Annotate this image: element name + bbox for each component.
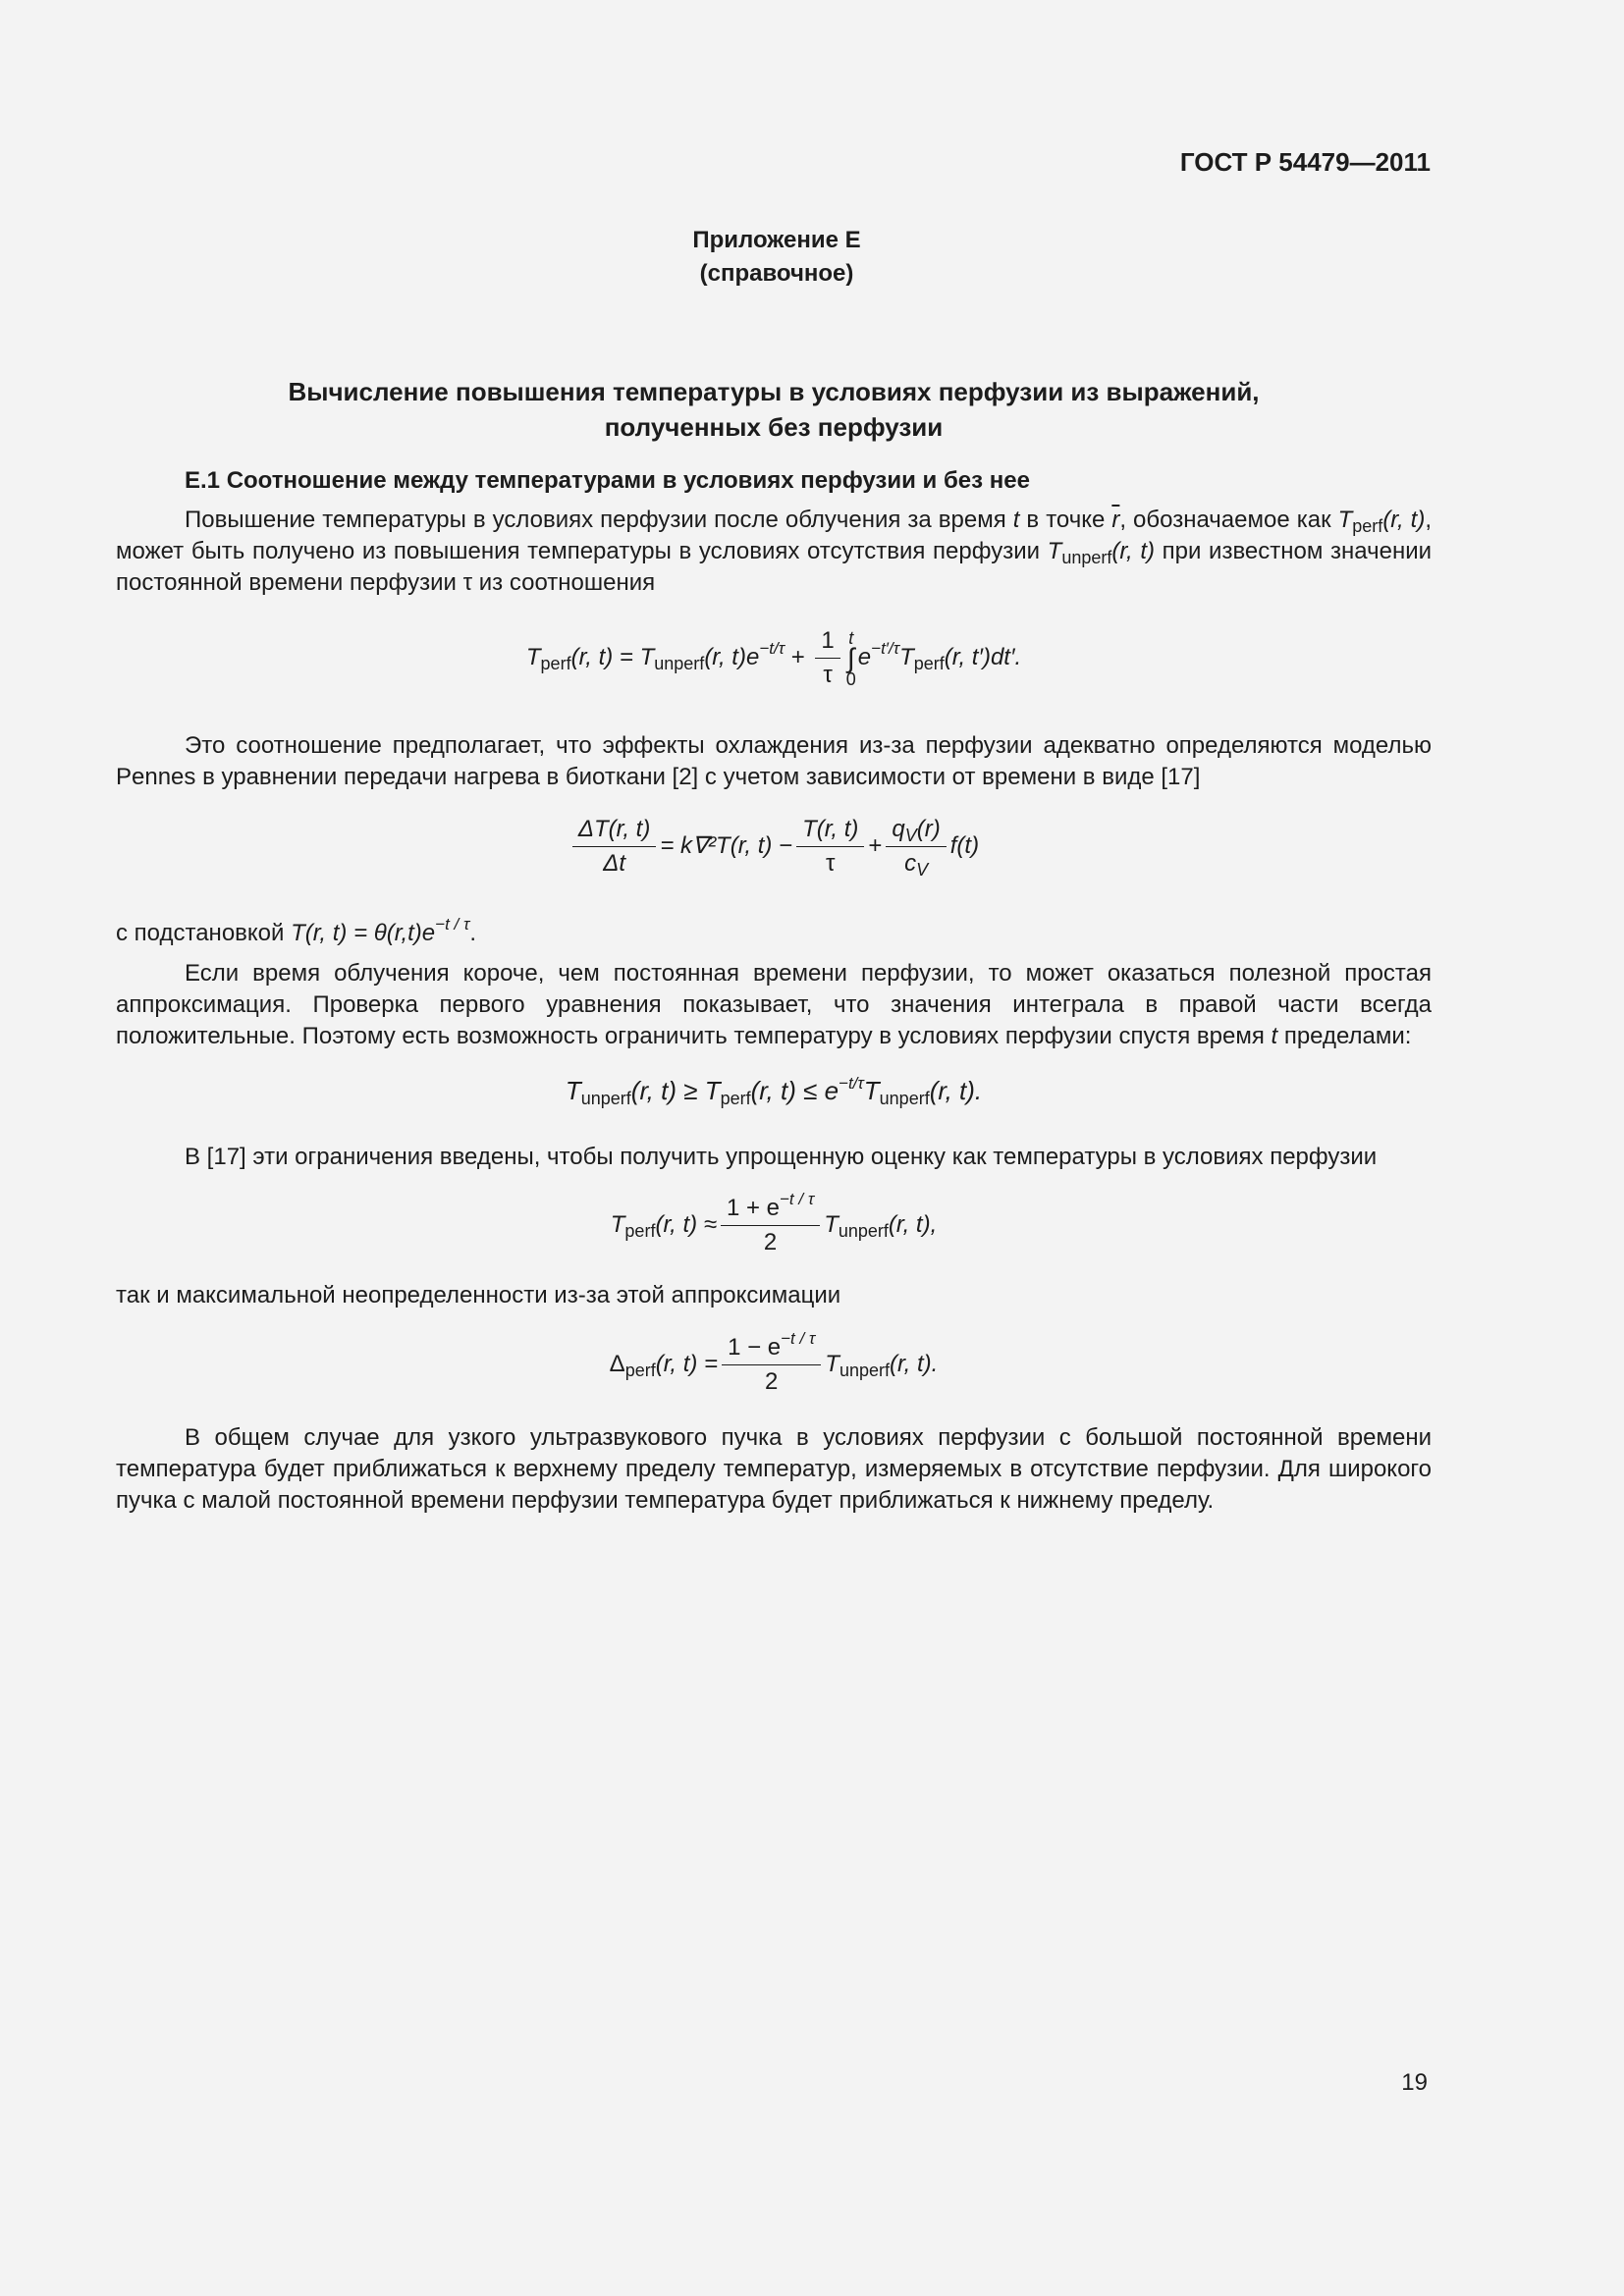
text-run: в точке (1019, 507, 1112, 533)
var-T: T (1337, 507, 1353, 533)
paragraph-4 (116, 958, 1432, 1052)
f-args: (r, t), (888, 1210, 938, 1238)
integral (846, 629, 856, 688)
f-args: (r, t) = (570, 643, 640, 670)
fraction (796, 813, 864, 881)
f-T: T (525, 643, 541, 670)
fraction (722, 1331, 821, 1399)
annex-title-line-2: полученных без перфузии (604, 412, 944, 442)
frac-num: T(r, t) (796, 813, 864, 847)
f-e: e (857, 643, 872, 670)
f-q: q (892, 816, 905, 842)
annex-type: (справочное) (699, 260, 854, 287)
text-run: пределами: (1277, 1023, 1412, 1049)
frac-num (722, 1331, 821, 1365)
f-exp: −t / τ (780, 1190, 815, 1208)
int-upper: t (848, 627, 854, 648)
f-op: + (868, 831, 883, 859)
f-num: 1 − e (728, 1334, 782, 1361)
f-args: (r, t) ≥ (630, 1076, 705, 1105)
text-run: , обозначаемое как (1119, 507, 1338, 533)
fraction (721, 1192, 820, 1259)
page-number: 19 (1401, 2069, 1428, 2096)
formula-6 (116, 1331, 1432, 1399)
f-expr: f(t) (949, 831, 980, 859)
f-args: (r, t) ≤ e (750, 1076, 839, 1105)
frac-num: 1 (815, 624, 839, 659)
annex-title-line-1: Вычисление повышения температуры в условиях перфузии из выражений, (288, 377, 1260, 406)
var-args: (r, t) (1382, 507, 1426, 533)
var-args: (r, t) (1111, 538, 1156, 564)
int-lower: 0 (845, 668, 856, 689)
formula-5 (116, 1192, 1432, 1259)
frac-num: ΔT(r, t) (572, 813, 656, 847)
text-run: , может быть получено из повышения температуры в условиях отсутствия перфузии (116, 507, 1432, 564)
section-heading: Е.1 Соотношение между температурами в условиях перфузии и без нее (185, 467, 1030, 494)
frac-den: τ (825, 850, 836, 877)
paragraph-1 (116, 505, 1432, 599)
f-args: (r, t). (929, 1076, 983, 1105)
paragraph-5: В [17] эти ограничения введены, чтобы получить упрощенную оценку как температуры в условиях перфузии (185, 1144, 1378, 1170)
f-sub: perf (913, 653, 945, 673)
f-args: (r) (916, 816, 941, 842)
var-t: t (1271, 1023, 1278, 1049)
paragraph-3 (116, 915, 1432, 949)
f-sub: unperf (839, 1360, 891, 1380)
f-num: 1 + e (726, 1195, 780, 1221)
frac-num (721, 1192, 820, 1226)
frac-den: Δt (603, 850, 625, 877)
f-expr: = k∇²T(r, t) − (660, 831, 793, 859)
f-args: (r, t). (890, 1350, 939, 1377)
formula-1 (116, 624, 1432, 692)
fraction (572, 813, 656, 881)
f-sub: perf (540, 653, 571, 673)
fraction (886, 813, 946, 881)
text-run: с подстановкой (116, 920, 285, 946)
annex-label: Приложение Е (692, 227, 861, 253)
f-exp: −t / τ (781, 1329, 816, 1348)
var-T: T (1047, 538, 1062, 564)
integral-sign: ∫ (846, 642, 855, 673)
f-T: T (639, 643, 655, 670)
f-sub: unperf (879, 1089, 930, 1108)
paragraph-2: Это соотношение предполагает, что эффекты охлаждения из-за перфузии адекватно определяются моделью Pennes в уравнении передачи нагрева в биоткани [2] с учетом зависимости от времени в виде [17] (116, 732, 1432, 790)
frac-den (886, 847, 946, 881)
f-T: T (824, 1210, 839, 1238)
formula-2 (116, 813, 1432, 881)
f-end: . (469, 920, 476, 946)
frac-den: τ (823, 662, 833, 688)
standard-number: ГОСТ Р 54479—2011 (1179, 147, 1431, 177)
frac-den: 2 (763, 1229, 778, 1255)
paragraph-7: В общем случае для узкого ультразвукового пучка в условиях перфузии с большой постоянной времени температура будет приближаться к верхнему пределу температур, измеряемых в отсутствие перфузии. Для широкого пучка с малой постоянной времени перфузии температура будет приближаться к нижнему пределу. (116, 1424, 1432, 1514)
f-args: (r, t′)dt′. (944, 643, 1022, 670)
var-t: t (1012, 507, 1020, 533)
text-run: Если время облучения короче, чем постоянная времени перфузии, то может оказаться полезной простая аппроксимация. Проверка первого уравнения показывает, что значения интеграла в правой части всегда положительные. Поэтому есть возможность ограничить температуру в условиях перфузии спустя время (116, 960, 1432, 1049)
paragraph-6: так и максимальной неопределенности из-за этой аппроксимации (116, 1282, 841, 1308)
frac-den: 2 (765, 1368, 779, 1395)
fraction (815, 624, 839, 692)
f-T: T (899, 643, 914, 670)
subscript-unperf: unperf (1061, 548, 1112, 567)
f-exp: −t/τ (839, 1074, 864, 1093)
subscript-perf: perf (1352, 516, 1383, 536)
inline-formula: T(r, t) = θ(r,t)e (291, 920, 436, 946)
formula-4 (116, 1074, 1432, 1107)
f-T: T (825, 1350, 839, 1377)
f-sub: perf (720, 1089, 751, 1108)
f-c: c (904, 850, 917, 877)
var-r: $\overline{r}$ (1111, 507, 1120, 533)
f-args: (r, t) ≈ (655, 1210, 717, 1238)
f-exp: −t′/τ (871, 638, 900, 658)
f-args: (r, t)e (704, 643, 760, 670)
f-exp: −t / τ (435, 915, 470, 934)
f-sub: V (904, 826, 917, 845)
f-sub: unperf (654, 653, 705, 673)
f-exp: −t/τ (759, 638, 785, 658)
f-sub: perf (624, 1360, 656, 1380)
f-op: + (785, 643, 812, 670)
f-T: T (565, 1076, 581, 1105)
f-delta: Δ (609, 1350, 625, 1377)
f-args: (r, t) = (655, 1350, 719, 1377)
f-sub: perf (624, 1220, 656, 1241)
f-T: T (610, 1210, 625, 1238)
f-sub: unperf (838, 1220, 889, 1241)
f-sub: V (916, 860, 929, 880)
text-run: Повышение температуры в условиях перфузии после облучения за время (185, 507, 1013, 533)
f-sub: unperf (580, 1089, 631, 1108)
text-run: при известном значении постоянной времени перфузии τ из соотношения (116, 538, 1433, 596)
f-T: T (704, 1076, 721, 1105)
f-T: T (863, 1076, 880, 1105)
frac-num (886, 813, 946, 847)
